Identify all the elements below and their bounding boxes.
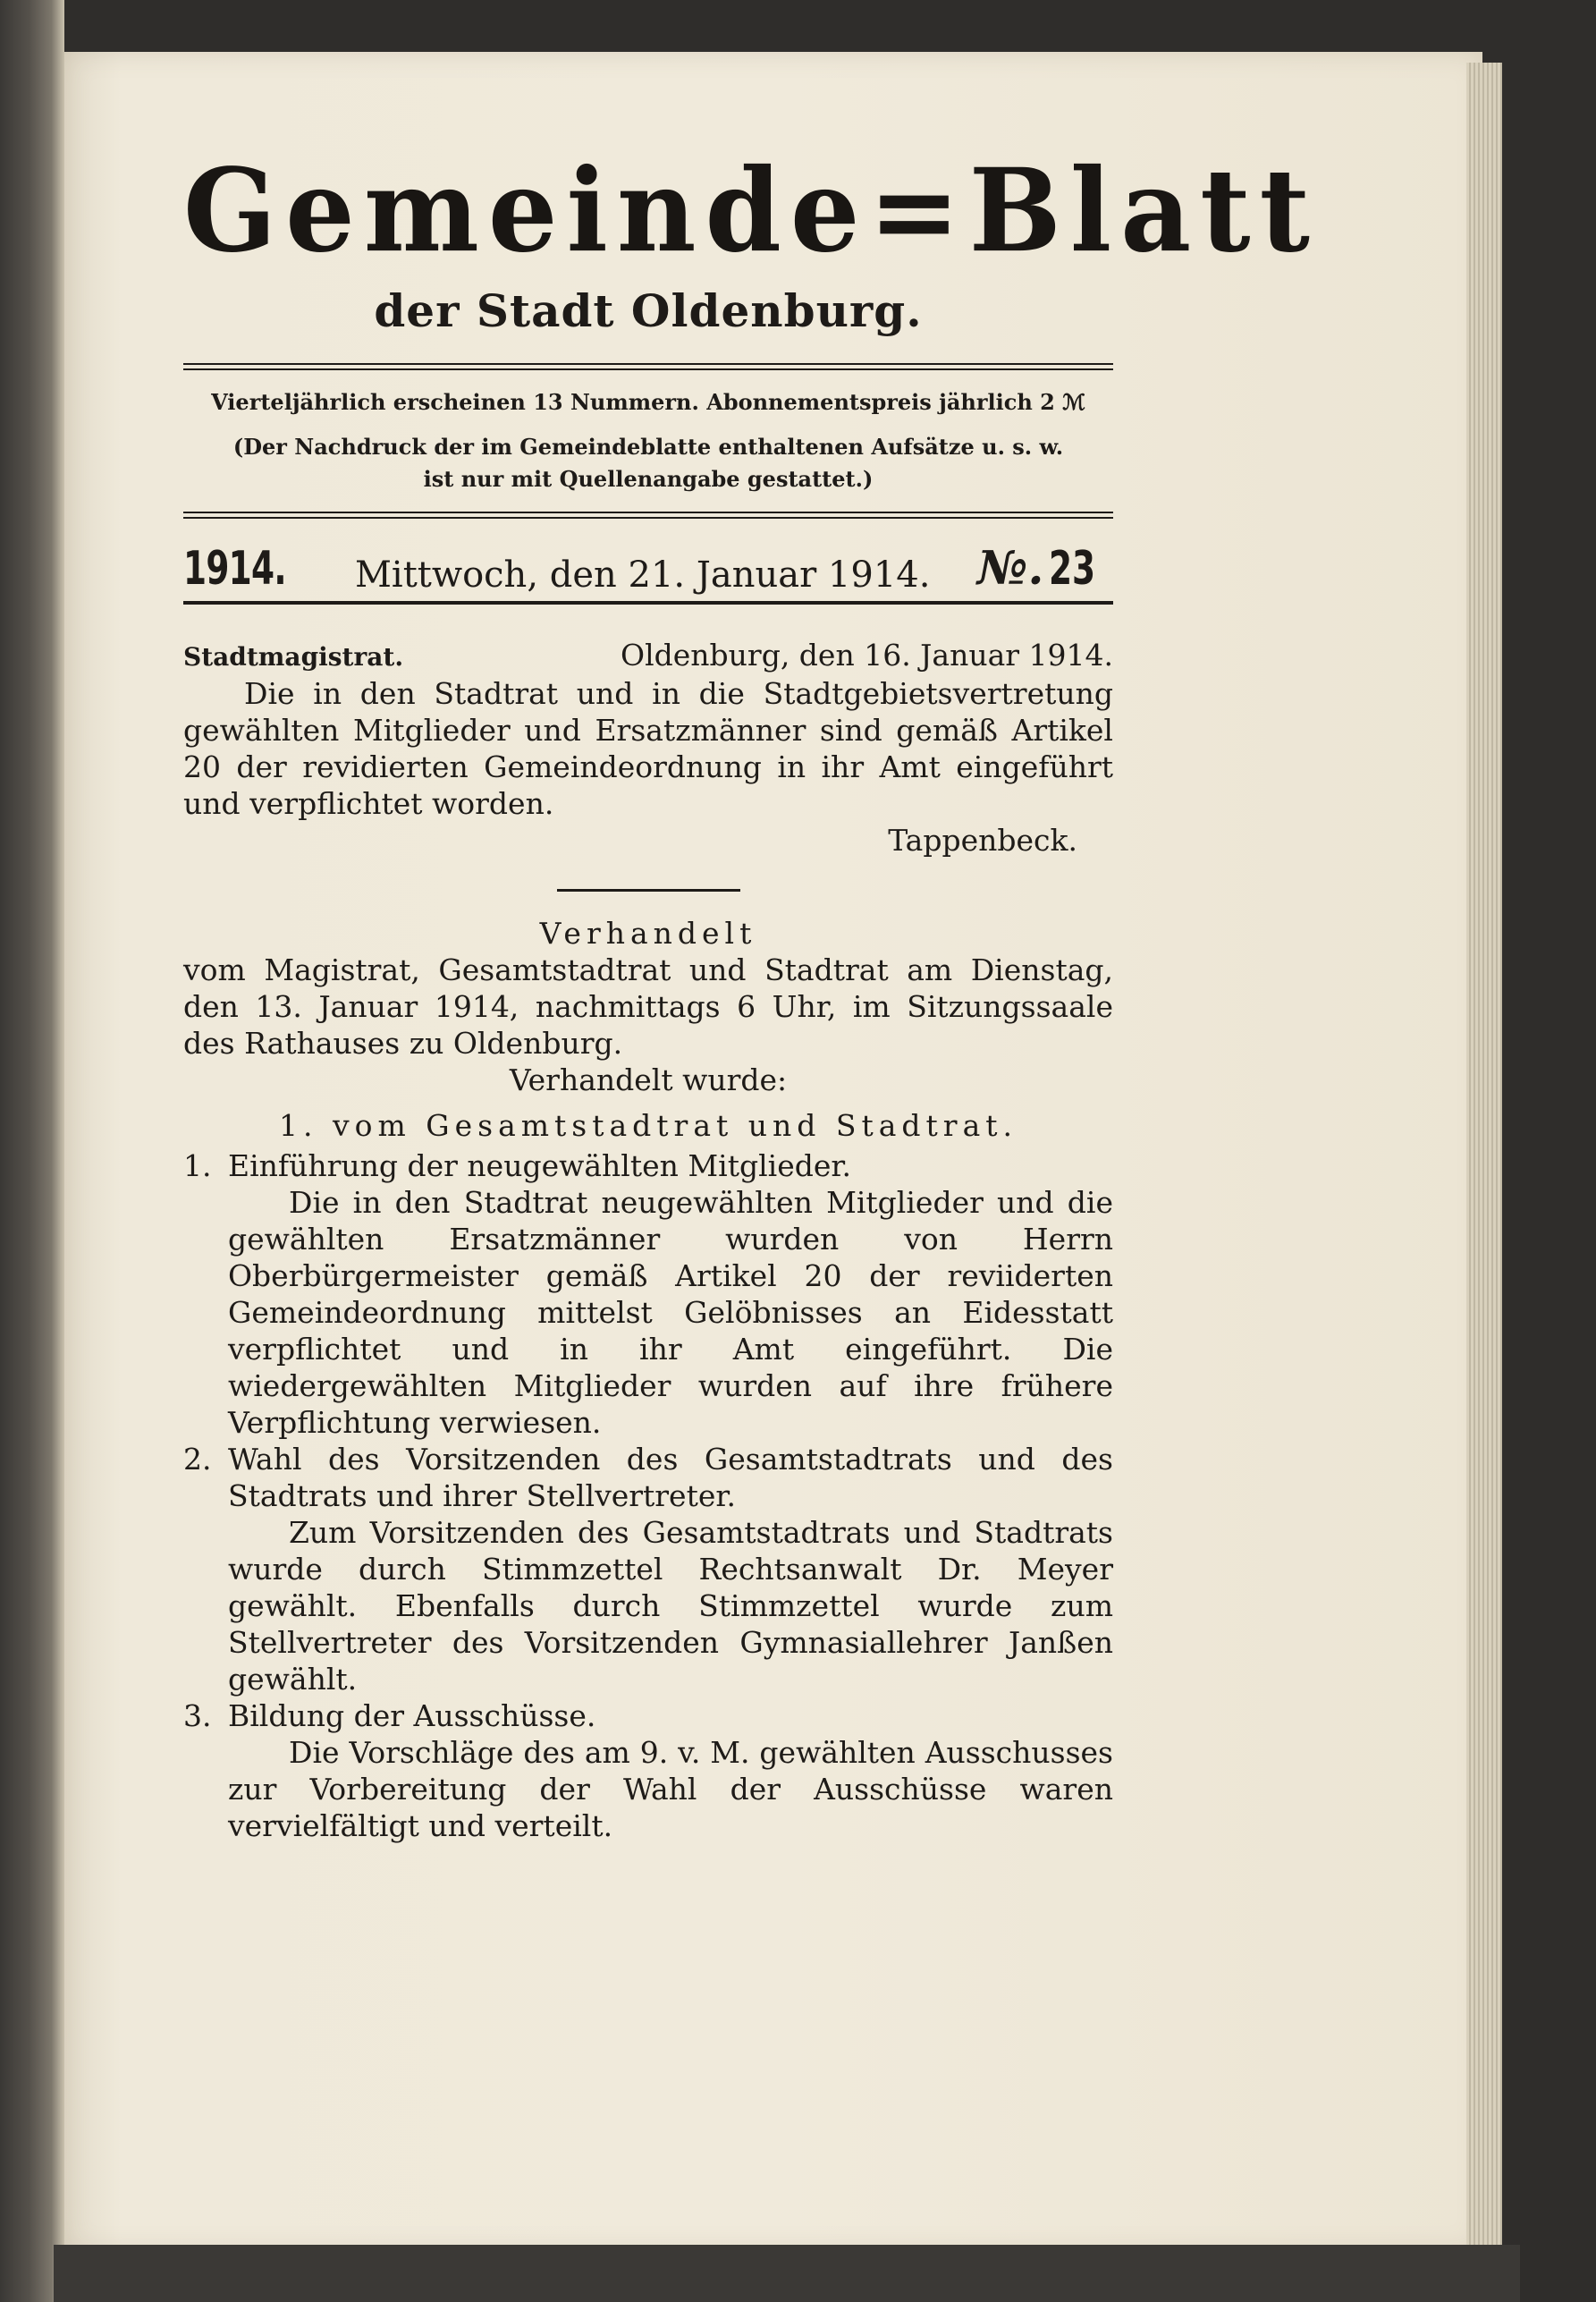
agenda-item-title-row <box>183 1441 1113 1514</box>
book-cover-edge <box>54 2245 1520 2302</box>
agenda-item <box>183 1147 1113 1441</box>
agenda-item-body: Die in den Stadtrat neugewählten Mitglieder und die gewählten Ersatzmänner wurden von Herrn Oberbürgermeister gemäß Artikel 20 der reviiderten Gemeindeordnung mittelst Gelöbnisses an Eidesstatt verpflichtet und in ihr Amt eingeführt. Die wiedergewählten Mitglieder wurden auf ihre frühere Verpflichtung verwiesen. <box>228 1185 1113 1440</box>
issue-number-value: 23 <box>1048 542 1095 596</box>
info-rule <box>183 512 1113 519</box>
page-edges <box>1466 63 1502 2245</box>
masthead-title: Gemeinde=Blatt <box>183 142 1319 278</box>
agenda-item-title: Einführung der neugewählten Mitglieder. <box>228 1148 852 1183</box>
agenda-item-number: 1. <box>183 1148 212 1183</box>
notice-sender: Stadtmagistrat. <box>183 642 404 672</box>
agenda-item-body: Die Vorschläge des am 9. v. M. gewählten Ausschusses zur Vorbereitung der Wahl der Ausschüsse waren vervielfältigt und verteilt. <box>228 1735 1113 1843</box>
agenda-item-number: 3. <box>183 1698 212 1733</box>
section-divider <box>557 889 740 892</box>
publication-info: Vierteljährlich erscheinen 13 Nummern. Abonnementspreis jährlich 2 ℳ <box>211 389 1085 415</box>
minutes <box>183 915 1113 1844</box>
notice-signature: Tappenbeck. <box>888 823 1077 858</box>
masthead-subtitle: der Stadt Oldenburg. <box>374 284 923 337</box>
number-sign: №. <box>976 541 1044 596</box>
agenda-item <box>183 1441 1113 1697</box>
agenda-item-title-row <box>183 1147 1113 1184</box>
agenda-item-title-row <box>183 1697 1113 1734</box>
agenda-item-title: Bildung der Ausschüsse. <box>228 1698 596 1733</box>
notice-body: Die in den Stadtrat und in die Stadtgebietsvertretung gewählten Mitglieder und Ersatzmänner sind gemäß Artikel 20 der revidierten Gemeindeordnung in ihr Amt eingeführt und verpflichtet worden. <box>183 676 1113 821</box>
notice <box>183 637 1113 859</box>
page-content <box>183 142 1319 1844</box>
masthead-rule <box>183 363 1113 370</box>
reprint-notice-line1: (Der Nachdruck der im Gemeindeblatte enthaltenen Aufsätze u. s. w. <box>232 434 1064 460</box>
minutes-heading: Verhandelt <box>539 916 757 951</box>
agenda-item-number: 2. <box>183 1442 212 1477</box>
minutes-intro: vom Magistrat, Gesamtstadtrat und Stadtrat am Dienstag, den 13. Januar 1914, nachmittags 6 Uhr, im Sitzungssaale des Rathauses zu Oldenburg. <box>183 952 1113 1061</box>
notice-header <box>183 637 1113 675</box>
reprint-notice-line2: ist nur mit Quellenangabe gestattet.) <box>423 466 874 492</box>
dateline <box>183 526 1113 596</box>
book-binding <box>0 0 64 2302</box>
minutes-verhandelt: Verhandelt wurde: <box>509 1062 788 1097</box>
agenda-item <box>183 1697 1113 1844</box>
dateline-date: Mittwoch, den 21. Januar 1914. <box>354 554 931 596</box>
notice-place-date: Oldenburg, den 16. Januar 1914. <box>621 638 1113 673</box>
issue-number <box>977 541 1113 596</box>
dateline-year: 1914. <box>183 542 286 596</box>
agenda-item-title: Wahl des Vorsitzenden des Gesamtstadtrats und des Stadtrats und ihrer Stellvertreter. <box>228 1442 1113 1513</box>
dateline-rule <box>183 601 1113 605</box>
agenda-item-body: Zum Vorsitzenden des Gesamtstadtrats und Stadtrats wurde durch Stimmzettel Rechtsanwalt Dr. Meyer gewählt. Ebenfalls durch Stimmzettel wurde zum Stellvertreter des Vorsitzenden Gymnasiallehrer Janßen gewählt. <box>228 1515 1113 1697</box>
minutes-section-title: 1. vom Gesamtstadtrat und Stadtrat. <box>278 1108 1018 1143</box>
